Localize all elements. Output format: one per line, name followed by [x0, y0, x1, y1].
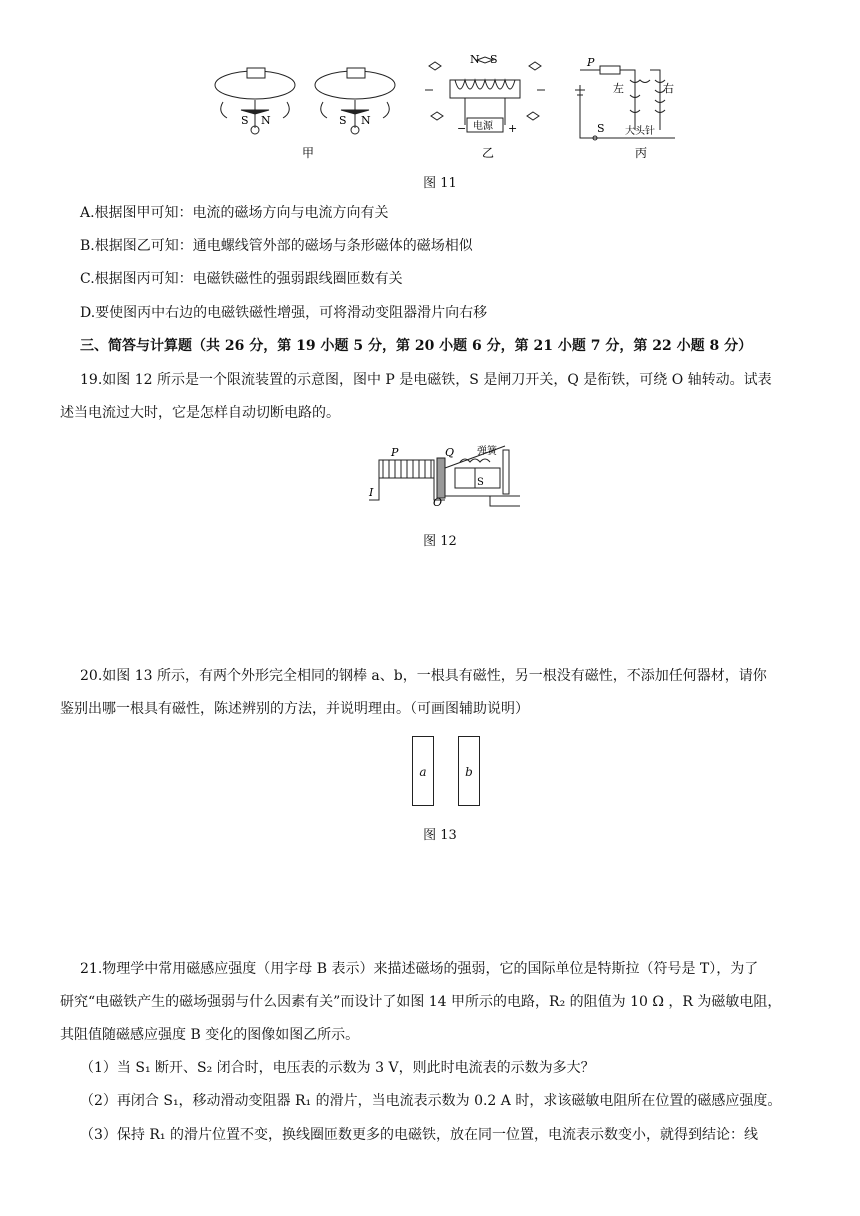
fig12-label-O: O — [433, 496, 443, 509]
section-3-heading: 三、简答与计算题（共 26 分，第 19 小题 5 分，第 20 小题 6 分，第 21 小题 7 分，第 22 小题 8 分） — [80, 338, 753, 354]
steel-rod-a — [412, 736, 434, 806]
fig11-b-label-N: N — [470, 53, 480, 66]
rod-b-label: b — [465, 765, 473, 779]
figure-11 — [205, 50, 675, 165]
q21-line1: 21.物理学中常用磁感应强度（用字母 B 表示）来描述磁场的强弱，它的国际单位是特斯拉（符号是 T），为了 — [80, 961, 759, 977]
fig11-a-loop-left — [215, 68, 295, 134]
fig11-a2-label-N: N — [361, 114, 371, 127]
fig11-a2-label-S: S — [339, 114, 347, 127]
fig11-a-label-S: S — [241, 114, 249, 127]
fig12-caption: 图 12 — [423, 534, 457, 549]
q19-line2: 述当电流过大时，它是怎样自动切断电路的。 — [60, 405, 340, 421]
q20-line2: 鉴别出哪一根具有磁性，陈述辨别的方法，并说明理由。（可画图辅助说明） — [60, 701, 529, 717]
fig11-b-plus: + — [508, 122, 518, 135]
option-a: A.根据图甲可知：电流的磁场方向与电流方向有关 — [80, 205, 389, 221]
fig11-caption: 图 11 — [423, 176, 457, 191]
q21-sub1: （1）当 S₁ 断开、S₂ 闭合时，电压表的示数为 3 V，则此时电流表的示数为多大？ — [80, 1060, 595, 1076]
q21-sub3: （3）保持 R₁ 的滑片位置不变，换线圈匝数更多的电磁铁，放在同一位置，电流表示数变小，就得到结论：线 — [80, 1127, 758, 1143]
fig11-b-minus: − — [457, 122, 467, 135]
rod-a-label: a — [419, 765, 427, 779]
fig11-c-label-right: 右 — [663, 82, 674, 95]
fig11-c-label-P: P — [587, 56, 595, 69]
q20-line1: 20.如图 13 所示，有两个外形完全相同的钢棒 a、b，一根具有磁性，另一根没有磁性，不添加任何器材，请你 — [80, 668, 767, 684]
fig11-b-power: 电源 — [473, 121, 493, 132]
fig11-a-loop-right — [315, 68, 395, 134]
fig11-sub-c: 丙 — [635, 146, 648, 160]
steel-rod-b — [458, 736, 480, 806]
q21-line2: 研究“电磁铁产生的磁场强弱与什么因素有关”而设计了如图 14 甲所示的电路，R₂ 的阻值为 10 Ω ，R 为磁敏电阻， — [60, 994, 782, 1010]
q21-line3: 其阻值随磁感应强度 B 变化的图像如图乙所示。 — [60, 1027, 360, 1043]
q21-sub2: （2）再闭合 S₁，移动滑动变阻器 R₁ 的滑片，当电流表示数为 0.2 A 时，求该磁敏电阻所在位置的磁感应强度。 — [80, 1093, 782, 1109]
option-d: D.要使图丙中右边的电磁铁磁性增强，可将滑动变阻器滑片向右移 — [80, 305, 488, 321]
fig11-a-label-N: N — [261, 114, 271, 127]
figure-12 — [365, 440, 525, 515]
fig11-sub-b: 乙 — [482, 146, 495, 160]
fig13-caption: 图 13 — [423, 828, 457, 843]
fig11-c-label-S: S — [597, 122, 605, 135]
option-c: C.根据图丙可知：电磁铁磁性的强弱跟线圈匝数有关 — [80, 271, 403, 287]
fig12-label-I: I — [369, 486, 374, 499]
fig12-label-spring: 弹簧 — [477, 446, 497, 457]
fig11-c-label-left: 左 — [613, 82, 624, 95]
option-b: B.根据图乙可知：通电螺线管外部的磁场与条形磁体的磁场相似 — [80, 238, 473, 254]
q19-line1: 19.如图 12 所示是一个限流装置的示意图，图中 P 是电磁铁，S 是闸刀开关，Q 是衔铁，可绕 O 轴转动。试表 — [80, 372, 772, 388]
fig11-c-label-pins: 大头针 — [625, 126, 655, 137]
fig11-sub-a: 甲 — [302, 146, 315, 160]
fig12-label-P: P — [391, 446, 399, 459]
fig11-b-label-S: S — [490, 53, 498, 66]
fig12-label-S: S — [477, 477, 484, 488]
fig12-label-Q: Q — [445, 446, 455, 459]
